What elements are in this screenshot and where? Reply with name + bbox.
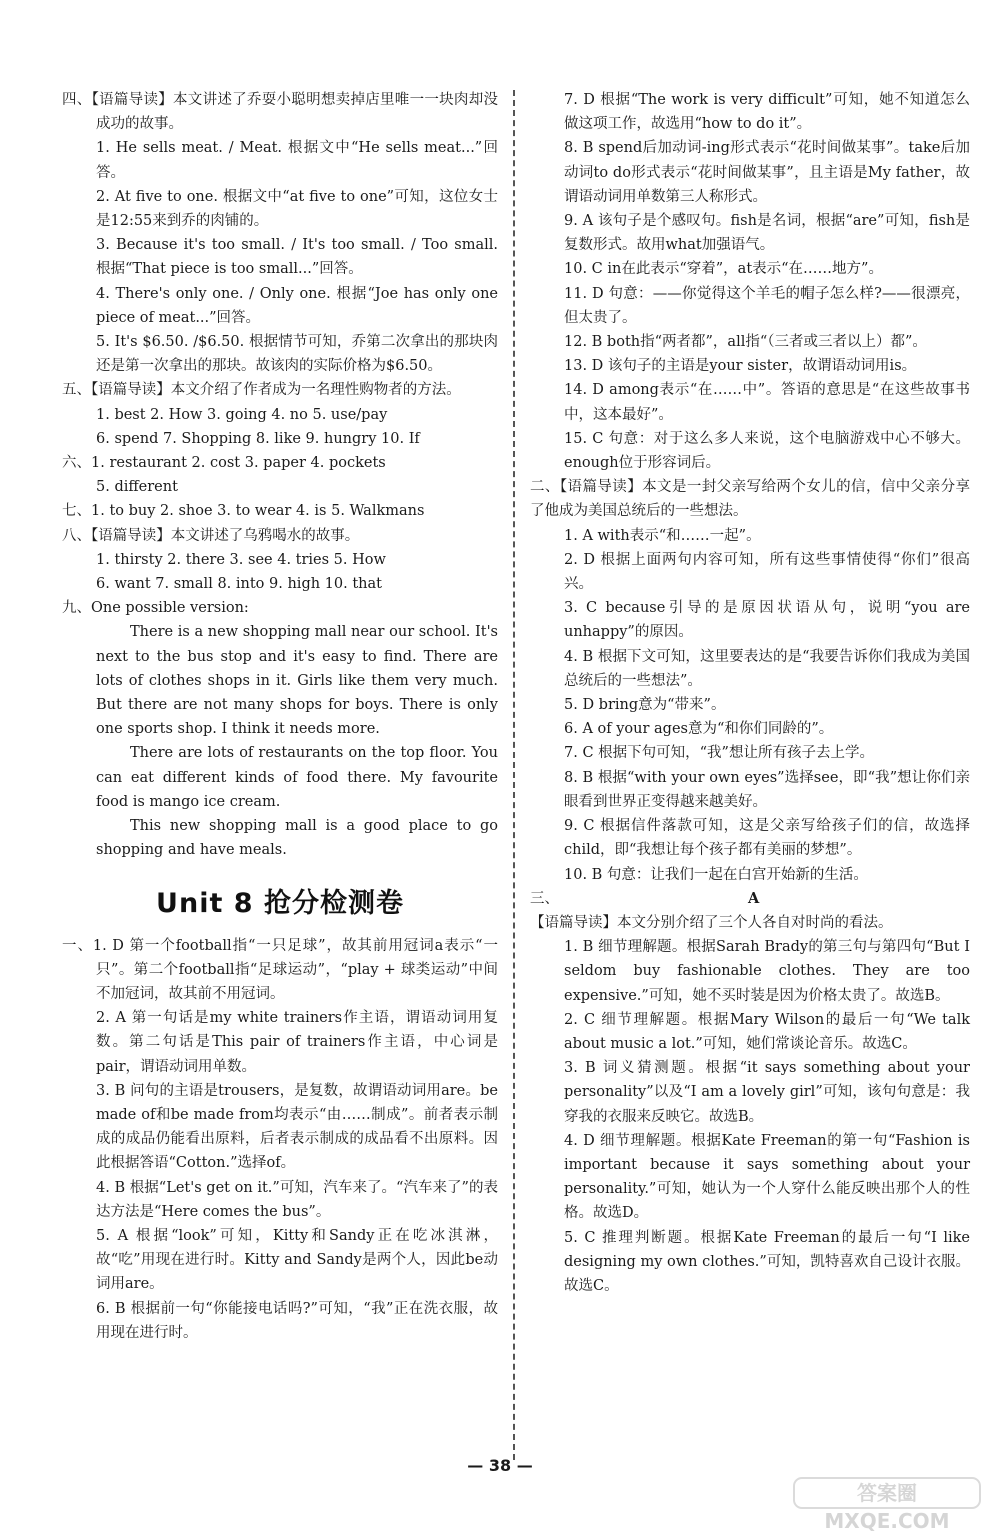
answer-item: 6. B 根据前一句“你能接电话吗?”可知，“我”正在洗衣服，故用现在进行时。 <box>96 1300 498 1341</box>
right-column <box>530 88 970 1298</box>
unit8-section-2 <box>530 475 970 886</box>
section-heading: 五、【语篇导读】本文介绍了作者成为一名理性购物者的方法。 <box>62 382 461 399</box>
section-heading: 九、One possible version: <box>62 600 249 617</box>
answer-line: 六、1. restaurant 2. cost 3. paper 4. pockets <box>62 455 386 472</box>
page-number: — 38 — <box>467 1456 533 1475</box>
answer-item: 2. C 细节理解题。根据Mary Wilson的最后一句“We talk about music a lot.”可知，她们常谈论音乐。故选C。 <box>564 1011 970 1052</box>
answer-item: 12. B both指“两者都”，all指“（三者或三者以上）都”。 <box>564 334 927 351</box>
answer-item: 3. B 词义猜测题。根据“it says something about your personality”以及“I am a lovely girl”可知，该句句意是：我穿我的衣服来反映它。故选B。 <box>564 1060 970 1125</box>
answer-item: 8. B spend后加动词-ing形式表示“花时间做某事”。take后加动词to do形式表示“花时间做某事”，且主语是My father，故谓语动词用单数第三人称形式。 <box>564 140 970 205</box>
answer-item: 5. It's $6.50. /$6.50. 根据情节可知，乔第二次拿出的那块肉还是第一次拿出的那块。故该肉的实际价格为$6.50。 <box>96 334 498 375</box>
watermark-logo <box>792 1476 982 1532</box>
passage-letter: A <box>747 889 760 907</box>
section-5 <box>62 378 498 451</box>
answer-item: 3. B 问句的主语是trousers，是复数，故谓语动词用are。be made of和be made from均表示“由……制成”。前者表示制成的成品仍能看出原料，后者表示制成的成品看不出原料。因此根据答语“Cotton.”选择of。 <box>96 1082 498 1172</box>
unit8-section-3 <box>530 887 970 1298</box>
watermark-text: MXQE.COM <box>824 1509 950 1532</box>
section-heading: 四、【语篇导读】本文讲述了乔耍小聪明想卖掉店里唯一一块肉却没成功的故事。 <box>62 92 498 133</box>
answer-item: 3. Because it's too small. / It's too small. / Too small. 根据“That piece is too small...”回答。 <box>96 237 498 278</box>
answer-line: 1. thirsty 2. there 3. see 4. tries 5. How <box>96 551 386 568</box>
answer-line: 5. different <box>96 479 178 496</box>
answer-item: 2. At five to one. 根据文中“at five to one”可知，这位女士是12:55来到乔的肉铺的。 <box>96 188 498 230</box>
unit-heading: Unit 8 抢分检测卷 <box>156 887 404 919</box>
section-4 <box>62 88 498 378</box>
essay-paragraph: This new shopping mall is a good place to go shopping and have meals. <box>96 818 498 859</box>
essay-paragraph: There is a new shopping mall near our school. It's next to the bus stop and it's easy to find. There are lots of clothes shops in it. Girls like them very much. But there are not many shops for boys. There is only one sports shop. I think it needs more. <box>96 624 498 738</box>
answer-item: 14. D among表示“在……中”。答语的意思是“在这些故事书中，这本最好”。 <box>564 382 970 423</box>
answer-line: 6. want 7. small 8. into 9. high 10. that <box>96 576 382 593</box>
section-heading: 八、【语篇导读】本文讲述了乌鸦喝水的故事。 <box>62 527 360 544</box>
answer-item: 1. A with表示“和……一起”。 <box>564 527 761 544</box>
answer-item: 10. C in在此表示“穿着”，at表示“在……地方”。 <box>564 261 883 278</box>
section-7 <box>62 499 498 523</box>
left-column <box>62 88 498 1345</box>
answer-item: 1. He sells meat. / Meat. 根据文中“He sells meat...”回答。 <box>96 140 498 181</box>
answer-item: 9. C 根据信件落款可知，这是父亲写给孩子们的信，故选择child，即“我想让每个孩子都有美丽的梦想”。 <box>564 818 970 859</box>
answer-item: 5. D bring意为“带来”。 <box>564 697 726 714</box>
answer-item: 1. B 细节理解题。根据Sarah Brady的第三句与第四句“But I seldom buy fashionable clothes. They are too expensive.”可知，她不买时装是因为价格太贵了。故选B。 <box>564 939 970 1004</box>
answer-item: 2. D 根据上面两句内容可知，所有这些事情使得“你们”很高兴。 <box>564 551 970 593</box>
unit8-section-1 <box>62 934 498 1345</box>
answer-item: 13. D 该句子的主语是your sister，故谓语动词用is。 <box>564 358 917 375</box>
answer-item: 4. B 根据下文可知，这里要表达的是“我要告诉你们我成为美国总统后的一些想法”。 <box>564 648 970 689</box>
watermark-glyph: 答案圈 <box>857 1481 917 1505</box>
answer-line: 七、1. to buy 2. shoe 3. to wear 4. is 5. Walkmans <box>62 503 425 520</box>
unit8-section-1-cont <box>530 88 970 475</box>
answer-item: 9. A 该句子是个感叹句。fish是名词，根据“are”可知，fish是复数形式。故用what加强语气。 <box>564 213 970 254</box>
answer-item: 3. C because引导的是原因状语从句，说明“you are unhappy”的原因。 <box>564 600 970 641</box>
essay-paragraph: There are lots of restaurants on the top floor. You can eat different kinds of food there. My favourite food is mango ice cream. <box>96 745 498 810</box>
section-heading: 【语篇导读】本文分别介绍了三个人各自对时尚的看法。 <box>530 914 893 931</box>
section-6 <box>62 451 498 499</box>
answer-line: 1. best 2. How 3. going 4. no 5. use/pay <box>96 406 388 423</box>
answer-item: 4. B 根据“Let's get on it.”可知，汽车来了。“汽车来了”的表达方法是“Here comes the bus”。 <box>96 1179 498 1220</box>
section-label-row <box>530 887 970 911</box>
section-number: 三、 <box>530 890 559 907</box>
answer-line: 6. spend 7. Shopping 8. like 9. hungry 10. If <box>96 430 420 447</box>
answer-item: 5. C 推理判断题。根据Kate Freeman的最后一句“I like designing my own clothes.”可知，凯特喜欢自己设计衣服。故选C。 <box>564 1229 970 1294</box>
section-heading: 二、【语篇导读】本文是一封父亲写给两个女儿的信，信中父亲分享了他成为美国总统后的一些想法。 <box>530 479 970 520</box>
section-8 <box>62 524 498 597</box>
answer-item: 4. There's only one. / Only one. 根据“Joe has only one piece of meat...”回答。 <box>96 285 498 326</box>
answer-item: 11. D 句意：——你觉得这个羊毛的帽子怎么样?——很漂亮，但太贵了。 <box>564 285 970 326</box>
answer-item: 8. B 根据“with your own eyes”选择see，即“我”想让你们亲眼看到世界正变得越来越美好。 <box>564 769 970 810</box>
answer-item: 6. A of your ages意为“和你们同龄的”。 <box>564 721 834 738</box>
answer-item: 2. A 第一句话是my white trainers作主语，谓语动词用复数。第二句话是This pair of trainers作主语，中心词是pair，谓语动词用单数。 <box>96 1010 498 1075</box>
answer-item: 7. C 根据下句可知，“我”想让所有孩子去上学。 <box>564 745 874 762</box>
section-9 <box>62 596 498 862</box>
answer-item: 一、1. D 第一个football指“一只足球”，故其前用冠词a表示“一只”。第二个football指“足球运动”，“play + 球类运动”中间不加冠词，故其前不用冠词。 <box>62 937 498 1002</box>
answer-item: 15. C 句意：对于这么多人来说，这个电脑游戏中心不够大。enough位于形容词后。 <box>564 430 970 472</box>
column-divider <box>513 90 515 1460</box>
answer-item: 4. D 细节理解题。根据Kate Freeman的第一句“Fashion is important because it says something about your personality.”可知，她认为一个人穿什么能反映出那个人的性格。故选D。 <box>564 1132 970 1222</box>
answer-item: 7. D 根据“The work is very difficult”可知，她不知道怎么做这项工作，故选用“how to do it”。 <box>564 92 970 133</box>
answer-item: 5. A 根据“look”可知，Kitty和Sandy正在吃冰淇淋，故“吃”用现在进行时。Kitty and Sandy是两个人，因此be动词用are。 <box>96 1227 498 1293</box>
answer-item: 10. B 句意：让我们一起在白宫开始新的生活。 <box>564 866 868 883</box>
